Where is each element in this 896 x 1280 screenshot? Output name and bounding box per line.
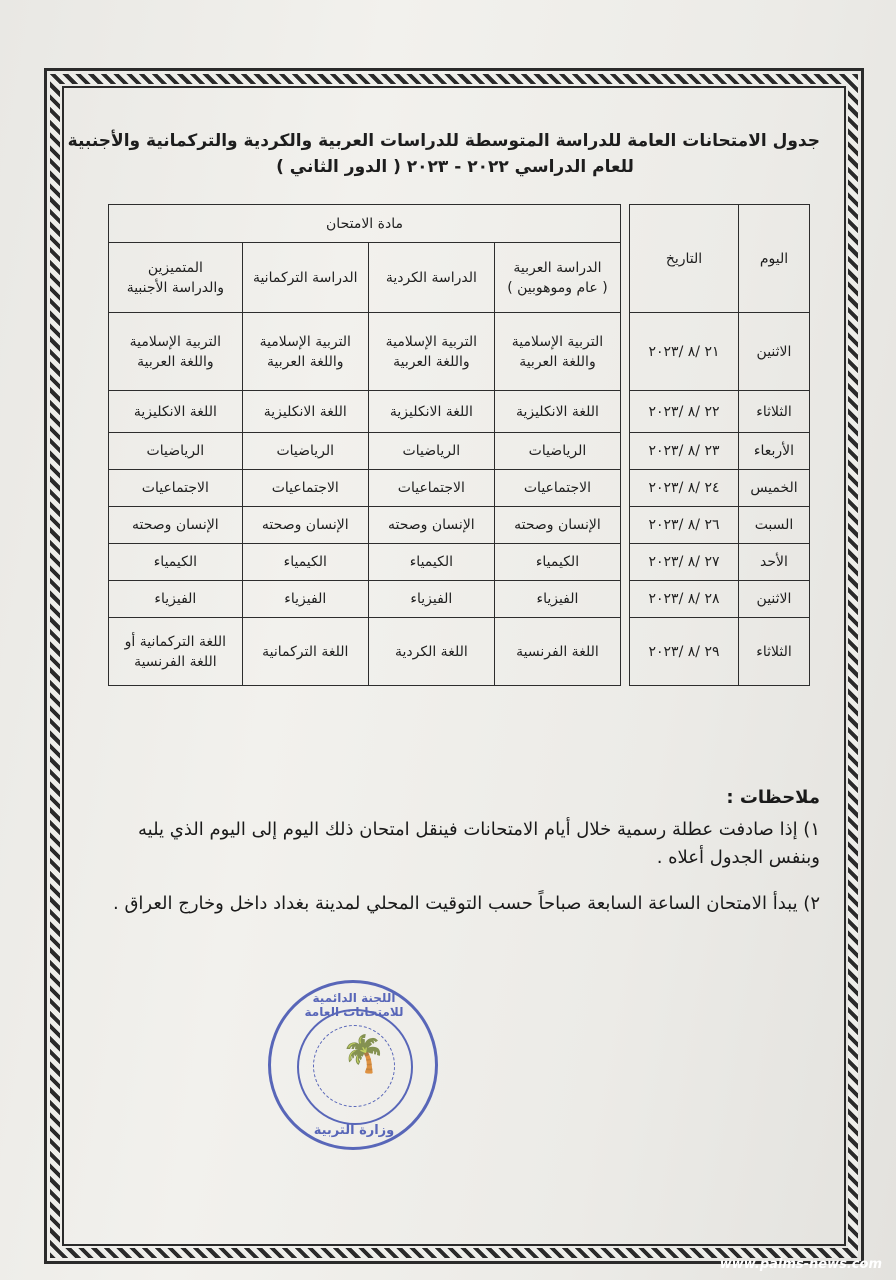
- cell-turkmen: الإنسان وصحته: [242, 507, 368, 544]
- cell-kurdish: الكيمياء: [368, 544, 494, 581]
- table-row: [109, 313, 810, 391]
- cell-date: ٢٨ /٨ /٢٠٢٣: [630, 581, 739, 618]
- table-row: [109, 507, 810, 544]
- document-title: [67, 128, 820, 180]
- header-distinguished-line1: المتميزين: [147, 259, 203, 276]
- header-subject-group: مادة الامتحان: [109, 205, 621, 243]
- cell-foreign: اللغة الانكليزية: [109, 391, 243, 433]
- cell-arabic: الرياضيات: [494, 433, 620, 470]
- cell-date: ٢٣ /٨ /٢٠٢٣: [630, 433, 739, 470]
- cell-foreign: الاجتماعيات: [109, 470, 243, 507]
- cell-kurdish: الفيزياء: [368, 581, 494, 618]
- cell-day: الاثنين: [739, 313, 810, 391]
- palm-tree-icon: 🌴: [341, 1034, 386, 1075]
- header-date: التاريخ: [630, 205, 739, 313]
- cell-date: ٢١ /٨ /٢٠٢٣: [630, 313, 739, 391]
- exam-schedule-table: [108, 204, 810, 686]
- cell-day: الأربعاء: [739, 433, 810, 470]
- cell-turkmen: الفيزياء: [242, 581, 368, 618]
- cell-foreign: التربية الإسلامية واللغة العربية: [109, 313, 243, 391]
- title-line-2: للعام الدراسي ٢٠٢٢ - ٢٠٢٣ ( الدور الثاني ): [276, 157, 634, 177]
- cell-kurdish: اللغة الانكليزية: [368, 391, 494, 433]
- cell-kurdish: الاجتماعيات: [368, 470, 494, 507]
- cell-arabic: الفيزياء: [494, 581, 620, 618]
- cell-foreign: الإنسان وصحته: [109, 507, 243, 544]
- cell-day: الخميس: [739, 470, 810, 507]
- cell-date: ٢٤ /٨ /٢٠٢٣: [630, 470, 739, 507]
- stamp-top-text: اللجنة الدائمية للامتحانات العامة: [304, 991, 404, 1019]
- cell-arabic: اللغة الفرنسية: [494, 618, 620, 686]
- table-row: [109, 581, 810, 618]
- header-arabic-study: [494, 243, 620, 313]
- cell-arabic: التربية الإسلامية واللغة العربية: [494, 313, 620, 391]
- column-gap: [621, 205, 630, 313]
- cell-date: ٢٦ /٨ /٢٠٢٣: [630, 507, 739, 544]
- cell-foreign: الفيزياء: [109, 581, 243, 618]
- cell-arabic: الإنسان وصحته: [494, 507, 620, 544]
- header-distinguished-foreign: [109, 243, 243, 313]
- cell-day: الثلاثاء: [739, 391, 810, 433]
- cell-turkmen: اللغة الانكليزية: [242, 391, 368, 433]
- cell-turkmen: الرياضيات: [242, 433, 368, 470]
- stamp-bottom-text: وزارة التربية: [313, 1123, 395, 1138]
- official-stamp: [268, 980, 438, 1150]
- title-line-1: جدول الامتحانات العامة للدراسة المتوسطة للدراسات العربية والكردية والتركمانية والأجنبية: [67, 131, 820, 151]
- cell-kurdish: الرياضيات: [368, 433, 494, 470]
- cell-day: الأحد: [739, 544, 810, 581]
- note-item-1: ١) إذا صادفت عطلة رسمية خلال أيام الامتحانات فينقل امتحان ذلك اليوم إلى اليوم الذي يليه وبنفس الجدول أعلاه .: [138, 819, 820, 868]
- table-row: [109, 618, 810, 686]
- cell-day: الثلاثاء: [739, 618, 810, 686]
- cell-kurdish: الإنسان وصحته: [368, 507, 494, 544]
- cell-date: ٢٩ /٨ /٢٠٢٣: [630, 618, 739, 686]
- notes-section: [90, 784, 820, 936]
- cell-turkmen: اللغة التركمانية: [242, 618, 368, 686]
- cell-day: السبت: [739, 507, 810, 544]
- cell-arabic: الاجتماعيات: [494, 470, 620, 507]
- cell-arabic: اللغة الانكليزية: [494, 391, 620, 433]
- cell-arabic: الكيمياء: [494, 544, 620, 581]
- cell-turkmen: التربية الإسلامية واللغة العربية: [242, 313, 368, 391]
- cell-date: ٢٢ /٨ /٢٠٢٣: [630, 391, 739, 433]
- cell-day: الاثنين: [739, 581, 810, 618]
- cell-turkmen: الكيمياء: [242, 544, 368, 581]
- header-arabic-line2: ( عام وموهوبين ): [507, 279, 608, 296]
- cell-kurdish: التربية الإسلامية واللغة العربية: [368, 313, 494, 391]
- header-turkmen-study: الدراسة التركمانية: [242, 243, 368, 313]
- table-row: [109, 470, 810, 507]
- cell-kurdish: اللغة الكردية: [368, 618, 494, 686]
- cell-date: ٢٧ /٨ /٢٠٢٣: [630, 544, 739, 581]
- website-watermark: www.palms-news.com: [719, 1257, 882, 1272]
- cell-turkmen: الاجتماعيات: [242, 470, 368, 507]
- header-distinguished-line2: والدراسة الأجنبية: [126, 279, 225, 296]
- cell-foreign: الكيمياء: [109, 544, 243, 581]
- header-arabic-line1: الدراسة العربية: [513, 259, 602, 276]
- header-day: اليوم: [739, 205, 810, 313]
- table-row: [109, 544, 810, 581]
- notes-heading: ملاحظات :: [726, 787, 820, 808]
- table-row: [109, 391, 810, 433]
- cell-foreign: الرياضيات: [109, 433, 243, 470]
- cell-foreign: اللغة التركمانية أو اللغة الفرنسية: [109, 618, 243, 686]
- table-row: [109, 433, 810, 470]
- header-kurdish-study: الدراسة الكردية: [368, 243, 494, 313]
- note-item-2: ٢) يبدأ الامتحان الساعة السابعة صباحاً حسب التوقيت المحلي لمدينة بغداد داخل وخارج العراق .: [113, 893, 820, 914]
